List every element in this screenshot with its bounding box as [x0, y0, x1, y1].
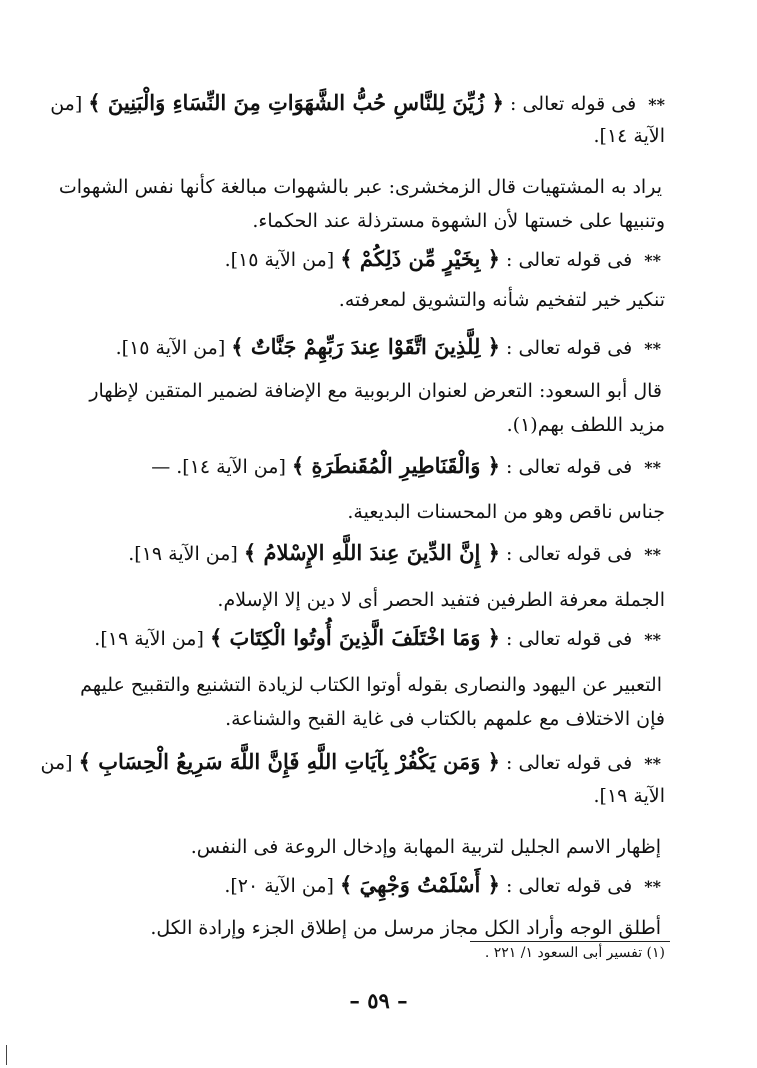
verse-ref: [من الآية ١٩]. [128, 543, 238, 565]
line-19: إظهار الاسم الجليل لتربية المهابة وإدخال الروعة فى النفس. [190, 836, 661, 858]
line-8: قال أبو السعود: التعرض لعنوان الربوبية مع الإضافة لضمير المتقين لإظهار [89, 380, 662, 402]
line-prefix: فى قوله تعالى : [510, 93, 637, 115]
line-9: مزيد اللطف بهم(١). [506, 414, 665, 436]
line-20 [80, 870, 661, 902]
line-18: الآية ١٩]. [593, 785, 665, 807]
bullet-stars: ** [644, 458, 661, 477]
quran-verse: ﴿ لِلَّذِينَ اتَّقَوْا عِندَ رَبِّهِمْ جَنَّاتٌ ﴾ [231, 334, 500, 359]
verse-ref: [من [50, 93, 83, 115]
bullet-stars: ** [644, 339, 661, 358]
bullet-stars: ** [644, 877, 661, 896]
line-3: يراد به المشتهيات قال الزمخشرى: عبر بالشهوات مبالغة كأنها نفس الشهوات [58, 176, 662, 198]
quran-verse: ﴿ وَالْقَنَاطِيرِ الْمُقَنطَرَةِ ﴾ [291, 453, 500, 478]
line-prefix: فى قوله تعالى : [506, 456, 633, 478]
line-17 [40, 747, 661, 779]
verse-ref: [من الآية ١٥]. [224, 249, 335, 271]
line-21: أطلق الوجه وأراد الكل مجاز مرسل من إطلاق الجزء وإرادة الكل. [150, 917, 661, 939]
line-prefix: فى قوله تعالى : [506, 752, 633, 774]
verse-ref: [من الآية ١٥]. [115, 337, 226, 359]
bullet-stars: ** [644, 754, 661, 773]
line-12 [80, 538, 661, 570]
line-7 [80, 332, 661, 364]
bullet-stars: ** [644, 251, 661, 270]
quran-verse: ﴿ بِخَيْرٍ مِّن ذَلِكُمْ ﴾ [340, 246, 500, 271]
quran-verse: ﴿ إِنَّ الدِّينَ عِندَ اللَّهِ الإِسْلامُ ﴾ [243, 540, 500, 565]
line-1 [50, 88, 665, 120]
verse-ref: [من الآية ١٤]. — [151, 456, 286, 478]
line-6: تنكير خير لتفخيم شأنه والتشويق لمعرفته. [338, 289, 665, 311]
line-prefix: فى قوله تعالى : [506, 337, 633, 359]
bullet-stars: ** [644, 545, 661, 564]
footnote-separator [470, 941, 670, 942]
bullet-stars: ** [648, 95, 665, 114]
footnote: (١) تفسير أبى السعود ١/ ٢٢١ . [484, 945, 665, 961]
line-5 [80, 244, 661, 276]
quran-verse: ﴿ زُيِّنَ لِلنَّاسِ حُبُّ الشَّهَوَاتِ مِنَ النِّسَاءِ وَالْبَنِينَ ﴾ [88, 90, 504, 115]
line-prefix: فى قوله تعالى : [506, 543, 633, 565]
line-2: الآية ١٤]. [593, 125, 665, 147]
line-prefix: فى قوله تعالى : [506, 249, 633, 271]
line-15: التعبير عن اليهود والنصارى بقوله أوتوا الكتاب لزيادة التشنيع والتقبيح عليهم [80, 674, 662, 696]
quran-verse: ﴿ أَسْلَمْتُ وَجْهِيَ ﴾ [339, 872, 500, 897]
verse-ref: [من الآية ١٩]. [94, 628, 204, 650]
page-number: – ٥٩ – [349, 988, 408, 1013]
scan-margin-mark [6, 1045, 7, 1065]
verse-ref: [من [40, 752, 73, 774]
line-13: الجملة معرفة الطرفين فتفيد الحصر أى لا دين إلا الإسلام. [217, 589, 665, 611]
line-prefix: فى قوله تعالى : [506, 628, 633, 650]
line-16: فإن الاختلاف مع علمهم بالكتاب فى غاية القبح والشناعة. [225, 708, 665, 730]
line-4: وتنبيها على خستها لأن الشهوة مسترذلة عند الحكماء. [252, 210, 665, 232]
quran-verse: ﴿ وَمَن يَكْفُرْ بِآيَاتِ اللَّهِ فَإِنَّ اللَّهَ سَرِيعُ الْحِسَابِ ﴾ [78, 749, 500, 774]
verse-ref: [من الآية ٢٠]. [224, 875, 334, 897]
line-prefix: فى قوله تعالى : [506, 875, 633, 897]
line-10 [80, 451, 661, 483]
quran-verse: ﴿ وَمَا اخْتَلَفَ الَّذِينَ أُوتُوا الْكِتَابَ ﴾ [209, 625, 500, 650]
line-11: جناس ناقص وهو من المحسنات البديعية. [347, 501, 665, 523]
line-14 [80, 623, 661, 655]
bullet-stars: ** [644, 630, 661, 649]
